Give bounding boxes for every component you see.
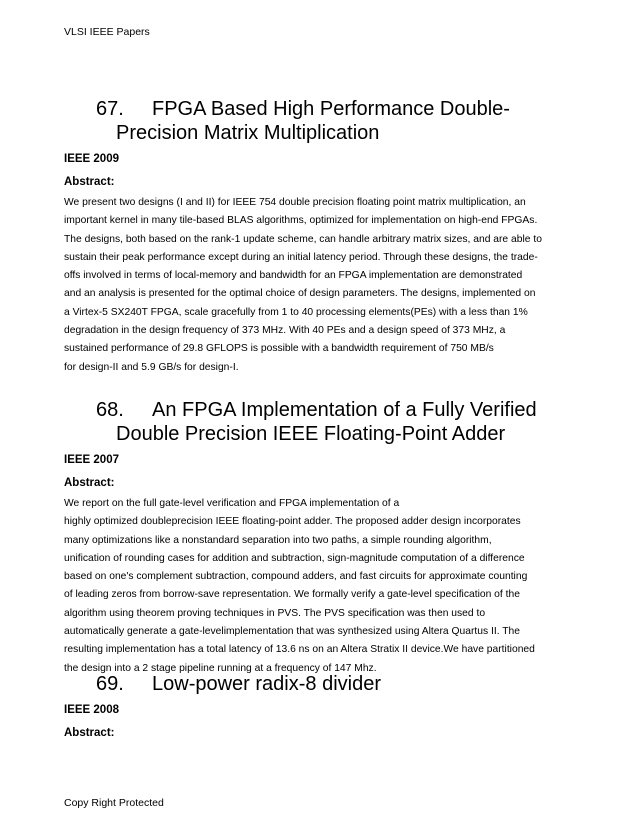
paper-title-line1: Low-power radix-8 divider xyxy=(152,673,381,695)
paper-year: IEEE 2007 xyxy=(64,454,119,466)
abstract-line: and an analysis is presented for the optimal choice of design parameters. The designs, implemented on xyxy=(64,288,536,300)
paper-number: 67. xyxy=(96,98,124,120)
abstract-line: for design-II and 5.9 GB/s for design-I. xyxy=(64,361,239,373)
abstract-line: unification of rounding cases for addition and subtraction, sign-magnitude computation of a difference xyxy=(64,552,525,564)
paper-title-line2: Precision Matrix Multiplication xyxy=(116,122,380,144)
abstract-line: We present two designs (I and II) for IEEE 754 double precision floating point matrix multiplication, an xyxy=(64,197,526,208)
paper-number: 69. xyxy=(96,673,124,695)
abstract-label: Abstract: xyxy=(64,176,115,188)
abstract-line: based on one's complement subtraction, compound adders, and fast circuits for approximate counting xyxy=(64,571,528,583)
abstract-line: a Virtex-5 SX240T FPGA, scale gracefully from 1 to 40 processing elements(PEs) with a less than 1% xyxy=(64,306,528,318)
paper-year: IEEE 2009 xyxy=(64,153,119,165)
page-header: VLSI IEEE Papers xyxy=(64,26,150,38)
abstract-line: offs involved in terms of local-memory and bandwidth for an FPGA implementation are demonstrated xyxy=(64,270,523,282)
paper-number: 68. xyxy=(96,399,124,421)
abstract-line: resulting implementation has a total latency of 13.6 ns on an Altera Stratix II device.We have partitioned xyxy=(64,644,535,656)
abstract-line: the design into a 2 stage pipeline running at a frequency of 147 Mhz. xyxy=(64,662,377,674)
abstract-line: important kernel in many tile-based BLAS algorithms, optimized for implementation on high-end FPGAs. xyxy=(64,215,538,227)
abstract-line: highly optimized doubleprecision IEEE floating-point adder. The proposed adder design incorporates xyxy=(64,516,521,528)
page-footer: Copy Right Protected xyxy=(64,797,164,809)
paper-title-line2: Double Precision IEEE Floating-Point Adder xyxy=(116,423,506,445)
paper-entry-67 xyxy=(64,97,574,377)
paper-entry-68 xyxy=(64,398,574,678)
abstract-line: degradation in the design frequency of 373 MHz. With 40 PEs and a design speed of 373 MHz, a xyxy=(64,325,506,337)
abstract-line: We report on the full gate-level verification and FPGA implementation of a xyxy=(64,498,400,509)
abstract-label: Abstract: xyxy=(64,477,115,489)
abstract-line: many optimizations like a nonstandard separation into two paths, a simple rounding algorithm, xyxy=(64,534,492,546)
paper-entry-69 xyxy=(64,672,574,739)
paper-title-line1: FPGA Based High Performance Double- xyxy=(152,98,510,120)
abstract-label: Abstract: xyxy=(64,727,115,739)
abstract-line: The designs, both based on the rank-1 update scheme, can handle arbitrary matrix sizes, and are able to xyxy=(64,233,542,245)
abstract-text xyxy=(64,194,574,377)
abstract-line: sustain their peak performance except during an initial latency period. Through these designs, the trade- xyxy=(64,251,538,263)
abstract-line: algorithm using theorem proving techniques in PVS. The PVS specification was then used to xyxy=(64,607,486,619)
paper-year: IEEE 2008 xyxy=(64,704,119,716)
paper-title-line1: An FPGA Implementation of a Fully Verified xyxy=(152,399,537,421)
abstract-line: automatically generate a gate-levelimplementation that was synthesized using Altera Quartus II. The xyxy=(64,626,520,638)
abstract-line: of leading zeros from borrow-save representation. We formally verify a gate-level specification of the xyxy=(64,589,520,601)
abstract-text xyxy=(64,495,574,678)
abstract-line: sustained performance of 29.8 GFLOPS is possible with a bandwidth requirement of 750 MB/s xyxy=(64,343,494,355)
paper-title xyxy=(64,398,574,446)
paper-title xyxy=(64,97,574,145)
paper-title xyxy=(64,672,574,696)
